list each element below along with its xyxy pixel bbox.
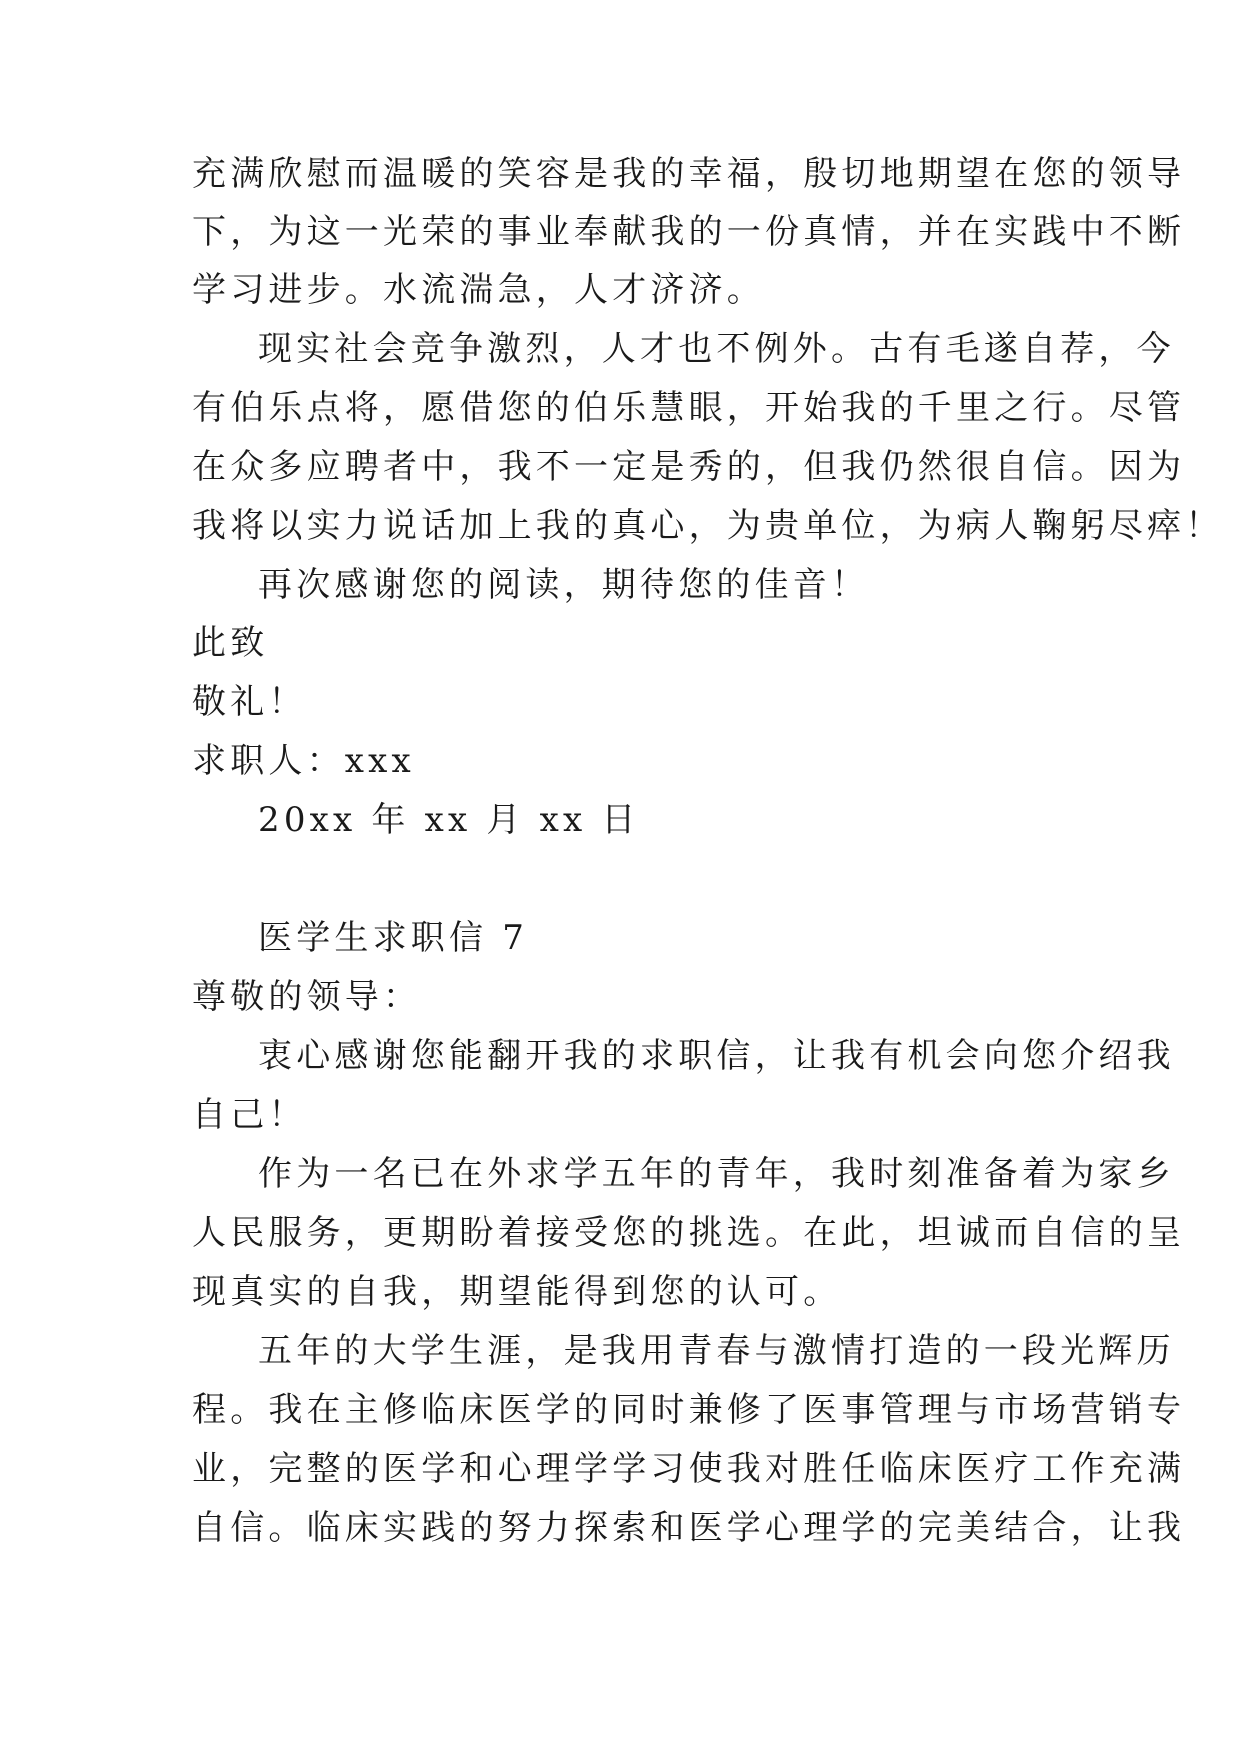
body-line: 我将以实力说话加上我的真心，为贵单位，为病人鞠躬尽瘁！ <box>192 506 1224 546</box>
section-title: 医学生求职信 7 <box>258 918 529 958</box>
body-line: 学习进步。水流湍急，人才济济。 <box>192 270 765 310</box>
body-line: 下，为这一光荣的事业奉献我的一份真情，并在实践中不断 <box>192 212 1186 252</box>
closing-salutation: 此致 <box>192 623 269 663</box>
body-line: 程。我在主修临床医学的同时兼修了医事管理与市场营销专 <box>192 1390 1186 1430</box>
body-line: 作为一名已在外求学五年的青年，我时刻准备着为家乡 <box>258 1154 1175 1194</box>
body-line: 充满欣慰而温暖的笑容是我的幸福，殷切地期望在您的领导 <box>192 154 1186 194</box>
body-line: 五年的大学生涯，是我用青春与激情打造的一段光辉历 <box>258 1331 1175 1371</box>
body-line: 衷心感谢您能翻开我的求职信，让我有机会向您介绍我 <box>258 1036 1175 1076</box>
closing-regards: 敬礼！ <box>192 682 307 722</box>
body-line: 自己！ <box>192 1095 307 1135</box>
body-line: 业，完整的医学和心理学学习使我对胜任临床医疗工作充满 <box>192 1449 1186 1489</box>
body-line: 有伯乐点将，愿借您的伯乐慧眼，开始我的千里之行。尽管 <box>192 388 1186 428</box>
body-line: 在众多应聘者中，我不一定是秀的，但我仍然很自信。因为 <box>192 447 1186 487</box>
body-line: 现实社会竞争激烈，人才也不例外。古有毛遂自荐，今 <box>258 329 1175 369</box>
body-line: 现真实的自我，期望能得到您的认可。 <box>192 1272 842 1312</box>
signature-line: 求职人：xxx <box>192 741 415 781</box>
letter-greeting: 尊敬的领导： <box>192 977 422 1017</box>
body-line: 人民服务，更期盼着接受您的挑选。在此，坦诚而自信的呈 <box>192 1213 1186 1253</box>
body-line: 再次感谢您的阅读，期待您的佳音！ <box>258 565 870 605</box>
date-line: 20xx 年 xx 月 xx 日 <box>258 800 640 840</box>
body-line: 自信。临床实践的努力探索和医学心理学的完美结合，让我 <box>192 1508 1186 1548</box>
